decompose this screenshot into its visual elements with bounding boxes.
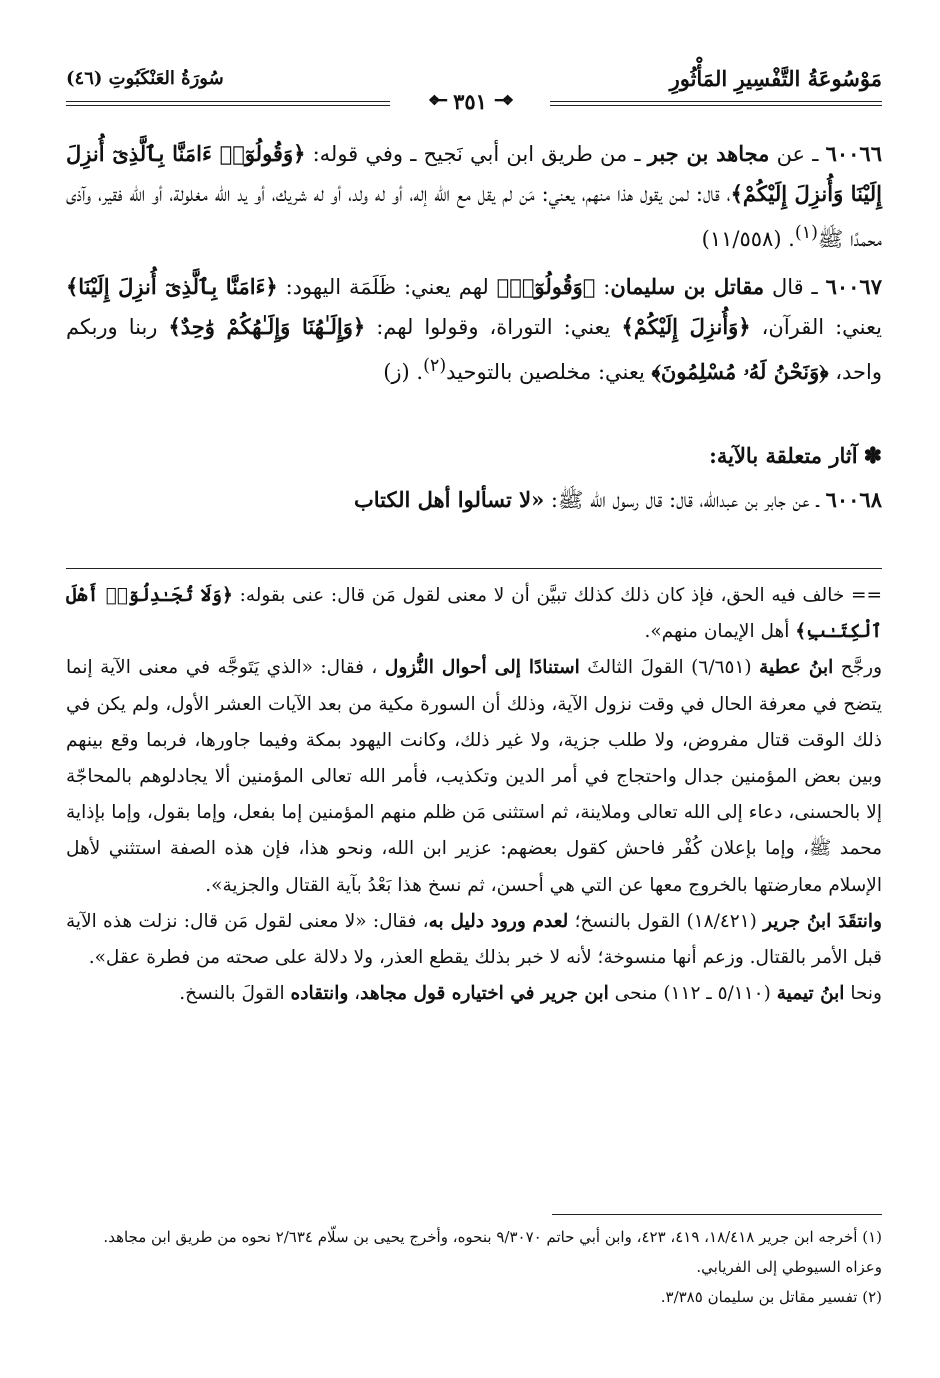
footnotes-divider [552, 1214, 882, 1215]
note-paragraph: == خالف فيه الحق، فإذ كان ذلك كذلك تبيَّن أن لا معنى لقول مَن قال: عنى بقوله: ﴿وَلَا تُجَـٰدِلُوٓا۟ أَهْلَ ٱلْكِتَـٰبِ﴾ أهل الإيمان منهم». [66, 585, 882, 643]
footnotes [66, 1222, 882, 1312]
note-paragraph: ورجَّح ابنُ عطية (٦/٦٥١) القولَ الثالثَ استنادًا إلى أحوال النُّزول ، فقال: «الذي يَتَوجَّه في معنى الآية إنما يتضح في معرفة الحال في وقت نزول الآية، وذلك أن السورة مكية من بعد الآيات العشر الأول، ولم يكن في ذلك الوقت قتال مفروض، ولا طلب جزية، ولا غير ذلك، وكانت اليهود بمكة وفيما جاورها، فربما وقع بينهم وبين بعض المؤمنين جدال واحتجاج في أمر الدين وتكذيب، فأمر الله تعالى المؤمنين ألا يجادلوهم بالمحاجّة إلا بالحسنى، دعاء إلى الله تعالى وملاينة، ثم استثنى مَن ظلم منهم المؤمنين إما بفعل، وإما بقول، وإما بإذاية محمد ﷺ، وإما بإعلان كُفْر فاحش كقول بعضهم: عزير ابن الله، ونحو هذا، فإن هذه الصفة استثني لأهل الإسلام معارضتها بالخروج معها عن التي هي أحسن، ثم نسخ هذا بَعْدُ بآية القتال والجزية». [66, 657, 883, 896]
quran-verse: ﴿وَلَا تُجَـٰدِلُوٓا۟ أَهْلَ ٱلْكِتَـٰبِ﴾ [66, 585, 882, 643]
scholar-name: ابنُ عطية [759, 657, 834, 679]
footnote-1: (١) أخرجه ابن جرير ١٨/٤١٨، ٤١٩، ٤٢٣، وابن أبي حاتم ٩/٣٠٧٠ بنحوه، وأخرج يحيى بن سلّام ٢/٦٣٤ نحوه من طريق ابن مجاهد. وعزاه السيوطي إلى الفريابي. [103, 1228, 882, 1276]
quran-verse: ﴿وَإِلَـٰهُنَا وَإِلَـٰهُكُمْ وَٰحِدٌ﴾ [168, 314, 366, 339]
main-text [66, 134, 882, 528]
page-number: ٣٥١ [453, 88, 487, 114]
narrator-name: مقاتل بن سليمان [610, 274, 765, 299]
notes-divider [66, 568, 882, 569]
note-paragraph: وانتقَدَ ابنُ جرير (١٨/٤٢١) القول بالنسخ؛ لعدم ورود دليل به، فقال: «لا معنى لقول مَن قال: نزلت هذه الآية قبل الأمر بالقتال. وزعم أنها منسوخة؛ لأنه لا خبر بذلك يقطع العذر، ولا دلالة على صحته من فطرة عقل». [66, 910, 882, 969]
footnote-ref[interactable]: (٢) [423, 356, 447, 376]
narrator-name: مجاهد بن جبر [647, 141, 770, 166]
quran-verse: ﴿وَقُولُوٓا۟﴾ [496, 274, 596, 299]
book-title: مَوْسُوعَةُ التَّفْسِيرِ المَأْثُورِ [669, 65, 882, 91]
scholar-name: ابنُ تيمية [776, 983, 845, 1005]
narration-60066: ٦٠٠٦٦ ـ عن مجاهد بن جبر ـ من طريق ابن أبي نَجيح ـ وفي قوله: ﴿وَقُولُوٓا۟ ءَامَنَّا بِٱلَّذِىٓ أُنزِلَ إِلَيْنَا وَأُنزِلَ إِلَيْكُمْ﴾، قال: لمن يقول هذا منهم، يعني: مَن لم يقل مع الله إله، أو له ولد، أو له شريك، أو يد الله مغلولة، أو الله فقير، وآذى محمدًا ﷺ$^{(١)}$. (١١/٥٥٨) [66, 141, 882, 251]
commentary-notes [66, 578, 882, 1012]
quran-verse: ﴿وَقُولُوٓا۟ ءَامَنَّا بِٱلَّذِىٓ أُنزِلَ إِلَيْنَا وَأُنزِلَ إِلَيْكُمْ﴾ [66, 141, 882, 206]
section-heading: ✽آثار متعلقة بالآية: [709, 443, 882, 469]
footnote-2: (٢) تفسير مقاتل بن سليمان ٣/٣٨٥. [660, 1288, 882, 1306]
narration-number: ٦٠٠٦٧ [825, 274, 882, 299]
surah-title: سُورَةُ العَنْكَبُوتِ (٤٦) [66, 67, 224, 89]
note-paragraph: ونحا ابنُ تيمية (٥/١١٠ ـ ١١٢) منحى ابن جرير في اختياره قول مجاهد، وانتقاده القولَ بالنسخ. [179, 983, 882, 1005]
quran-verse: ﴿وَأُنزِلَ إِلَيْكُمْ﴾ [621, 314, 751, 339]
source-ref: . (١١/٥٥٨) [701, 227, 795, 251]
ornament-icon: ━❖ [428, 93, 446, 109]
quran-verse: ﴿ءَامَنَّا بِٱلَّذِىٓ أُنزِلَ إِلَيْنَا﴾ [66, 274, 278, 299]
narration-number: ٦٠٠٦٨ [825, 487, 882, 512]
narration-60068: ٦٠٠٦٨ ـ عن جابر بن عبدالله، قال: قال رسول الله ﷺ: «لا تسألوا أهل الكتاب [354, 487, 882, 512]
hadith-quote: «لا تسألوا أهل الكتاب [354, 487, 545, 512]
ornament-icon: ❖━ [494, 93, 512, 109]
scholar-name: وانتقَدَ ابنُ جرير [763, 910, 882, 932]
quran-verse: ﴿وَنَحْنُ لَهُۥ مُسْلِمُونَ﴾ [651, 359, 829, 384]
source-ref: . (ز) [383, 360, 424, 384]
page-number-box [390, 84, 550, 118]
footnote-ref[interactable]: (١) [794, 223, 818, 243]
narration-60067: ٦٠٠٦٧ ـ قال مقاتل بن سليمان: ﴿وَقُولُوٓا۟﴾ لهم يعني: ظَلَمَة اليهود: ﴿ءَامَنَّا بِٱلَّذِىٓ أُنزِلَ إِلَيْنَا﴾ يعني: القرآن، ﴿وَأُنزِلَ إِلَيْكُمْ﴾ يعني: التوراة، وقولوا لهم: ﴿وَإِلَـٰهُنَا وَإِلَـٰهُكُمْ وَٰحِدٌ﴾ ربنا وربكم واحد، ﴿وَنَحْنُ لَهُۥ مُسْلِمُونَ﴾ يعني: مخلصين بالتوحيد$^{(٢)}$. (ز) [66, 274, 882, 384]
flower-ornament-icon: ✽ [863, 443, 882, 469]
narration-number: ٦٠٠٦٦ [825, 141, 882, 166]
